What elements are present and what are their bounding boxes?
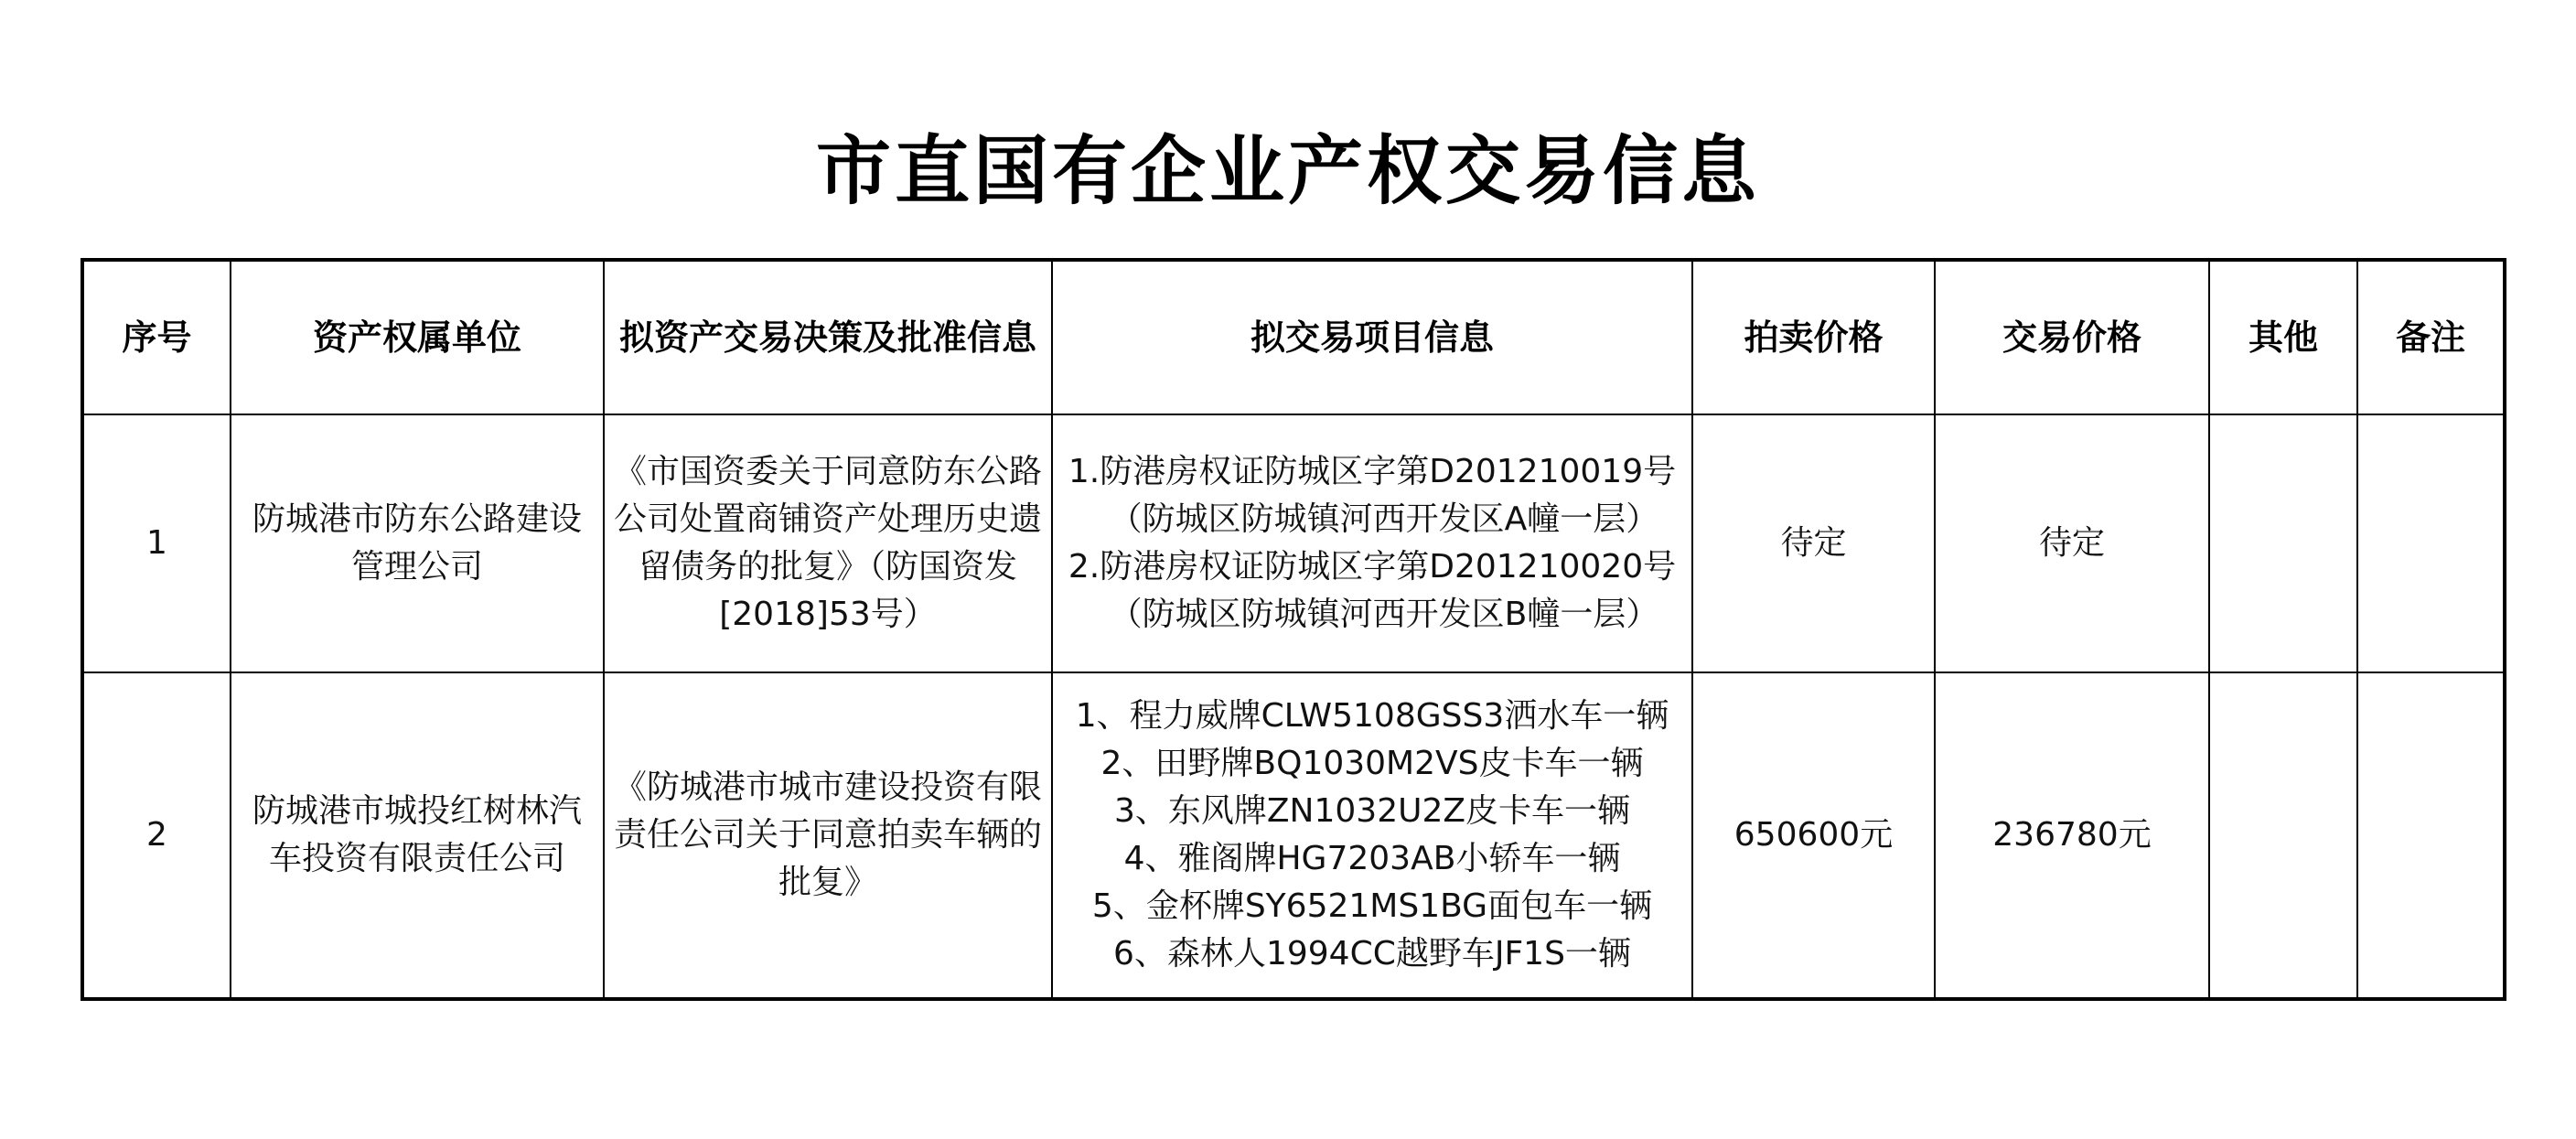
header-auction-price: 拍卖价格 [1692,260,1935,414]
cell-decision [604,672,1052,999]
header-other: 其他 [2209,260,2357,414]
cell-auction-price: 待定 [1692,414,1935,672]
decision-line: 《市国资委关于同意防东公路 [613,453,1042,490]
project-line: 6、森林人1994CC越野车JF1S一辆 [1113,935,1631,972]
cell-owner [231,414,604,672]
cell-note [2357,414,2505,672]
project-line: 1.防港房权证防城区字第D201210019号 [1068,453,1677,490]
cell-deal-price: 236780元 [1935,672,2209,999]
decision-line: 留债务的批复》（防国资发 [638,548,1017,586]
table-row [82,414,2505,672]
project-line: 2、田野牌BQ1030M2VS皮卡车一辆 [1100,745,1644,782]
owner-line: 防城港市防东公路建设 [252,500,582,538]
cell-deal-price: 待定 [1935,414,2209,672]
cell-other [2209,672,2357,999]
project-line: 1、程力威牌CLW5108GSS3洒水车一辆 [1075,697,1669,735]
cell-other [2209,414,2357,672]
project-line: 4、雅阁牌HG7203AB小轿车一辆 [1123,840,1621,877]
cell-index: 2 [82,672,231,999]
header-project: 拟交易项目信息 [1052,260,1692,414]
decision-line: [2018]53号） [719,596,937,633]
cell-note [2357,672,2505,999]
project-line: 3、东风牌ZN1032U2Z皮卡车一辆 [1113,792,1631,830]
decision-line: 《防城港市城市建设投资有限 [613,768,1042,806]
header-index: 序号 [82,260,231,414]
cell-auction-price: 650600元 [1692,672,1935,999]
decision-line: 公司处置商铺资产处理历史遗 [613,500,1042,538]
project-line: （防城区防城镇河西开发区B幢一层） [1109,596,1659,633]
project-line: （防城区防城镇河西开发区A幢一层） [1109,500,1659,538]
table-header-row [82,260,2505,414]
owner-line: 车投资有限责任公司 [268,840,565,877]
owner-line: 管理公司 [350,548,483,586]
page-title: 市直国有企业产权交易信息 [815,127,1760,215]
table-row [82,672,2505,999]
decision-line: 责任公司关于同意拍卖车辆的 [613,816,1042,854]
project-line: 5、金杯牌SY6521MS1BG面包车一辆 [1091,887,1653,925]
cell-project [1052,672,1692,999]
cell-decision [604,414,1052,672]
owner-line: 防城港市城投红树林汽 [252,792,582,830]
trade-info-table [80,258,2506,1001]
project-line: 2.防港房权证防城区字第D201210020号 [1068,548,1677,586]
header-decision: 拟资产交易决策及批准信息 [604,260,1052,414]
cell-project [1052,414,1692,672]
header-note: 备注 [2357,260,2505,414]
cell-index: 1 [82,414,231,672]
decision-line: 批复》 [778,864,877,901]
cell-owner [231,672,604,999]
header-owner: 资产权属单位 [231,260,604,414]
header-deal-price: 交易价格 [1935,260,2209,414]
